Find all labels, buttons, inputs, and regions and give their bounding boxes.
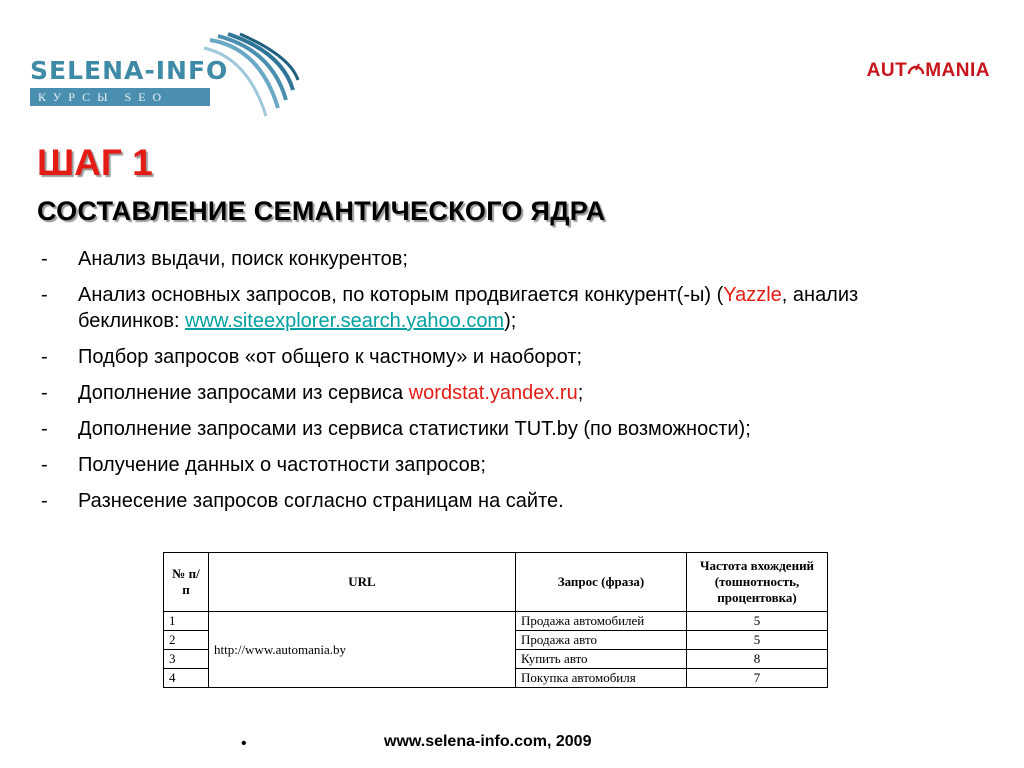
list-item-text: Анализ основных запросов, по которым продвигается конкурент(-ы) ( <box>78 284 724 306</box>
table-row <box>164 612 828 631</box>
row-frequency: 8 <box>687 650 828 669</box>
row-query: Покупка автомобиля <box>516 669 687 688</box>
list-item <box>37 282 937 334</box>
list-dash: - <box>41 284 48 306</box>
list-dash: - <box>41 454 48 476</box>
row-query: Продажа авто <box>516 631 687 650</box>
row-num: 3 <box>164 650 209 669</box>
header-url: URL <box>209 553 516 612</box>
list-item-text: ); <box>504 310 517 332</box>
list-item-text: Дополнение запросами из сервиса статистики TUT.by (по возможности); <box>78 418 751 440</box>
row-query: Купить авто <box>516 650 687 669</box>
list-item <box>37 488 937 514</box>
logo-tagline: КУРСЫ SEO <box>38 90 169 104</box>
automania-logo-end: MANIA <box>925 60 990 81</box>
list-item <box>37 246 937 272</box>
row-num: 1 <box>164 612 209 631</box>
list-dash: - <box>41 490 48 512</box>
automania-logo-start: AUT <box>866 60 908 81</box>
table-header-row <box>164 553 828 612</box>
list-item-text: Анализ выдачи, поиск конкурентов; <box>78 248 408 270</box>
list-dash: - <box>41 248 48 270</box>
step-title: ШАГ 1 <box>37 142 153 183</box>
speedometer-icon <box>907 60 925 78</box>
row-frequency: 7 <box>687 669 828 688</box>
url-cell: http://www.automania.by <box>209 612 516 688</box>
keyword-table <box>163 552 828 688</box>
list-item <box>37 344 937 370</box>
list-item-text: Дополнение запросами из сервиса <box>78 382 409 404</box>
row-query: Продажа автомобилей <box>516 612 687 631</box>
header-query: Запрос (фраза) <box>516 553 687 612</box>
yazzle-highlight: Yazzle <box>723 284 782 306</box>
list-item <box>37 416 937 442</box>
list-item-text: Подбор запросов «от общего к частному» и наоборот; <box>78 346 583 368</box>
wordstat-highlight: wordstat.yandex.ru <box>408 382 578 404</box>
list-item-text: , анализ беклинков: <box>78 284 859 332</box>
list-item <box>37 452 937 478</box>
selena-info-logo <box>30 28 290 128</box>
footer-bullet: • <box>241 735 247 752</box>
list-item <box>37 380 937 406</box>
row-frequency: 5 <box>687 612 828 631</box>
list-dash: - <box>41 382 48 404</box>
task-list <box>37 246 937 524</box>
list-dash: - <box>41 418 48 440</box>
list-dash: - <box>41 346 48 368</box>
section-title: СОСТАВЛЕНИЕ СЕМАНТИЧЕСКОГО ЯДРА <box>37 196 606 226</box>
siteexplorer-link[interactable]: www.siteexplorer.search.yahoo.com <box>185 310 505 332</box>
header-num: № п/п <box>164 553 209 612</box>
header-frequency: Частота вхождений (тошнотность, процентовка) <box>687 553 828 612</box>
logo-wordmark: SELENA-INFO <box>30 56 229 85</box>
list-item-text: Получение данных о частотности запросов; <box>78 454 486 476</box>
row-frequency: 5 <box>687 631 828 650</box>
list-item-text: Разнесение запросов согласно страницам на сайте. <box>78 490 564 512</box>
automania-logo <box>867 60 990 82</box>
footer-text: www.selena-info.com, 2009 <box>384 733 592 750</box>
row-num: 2 <box>164 631 209 650</box>
row-num: 4 <box>164 669 209 688</box>
list-item-text: ; <box>577 382 584 404</box>
